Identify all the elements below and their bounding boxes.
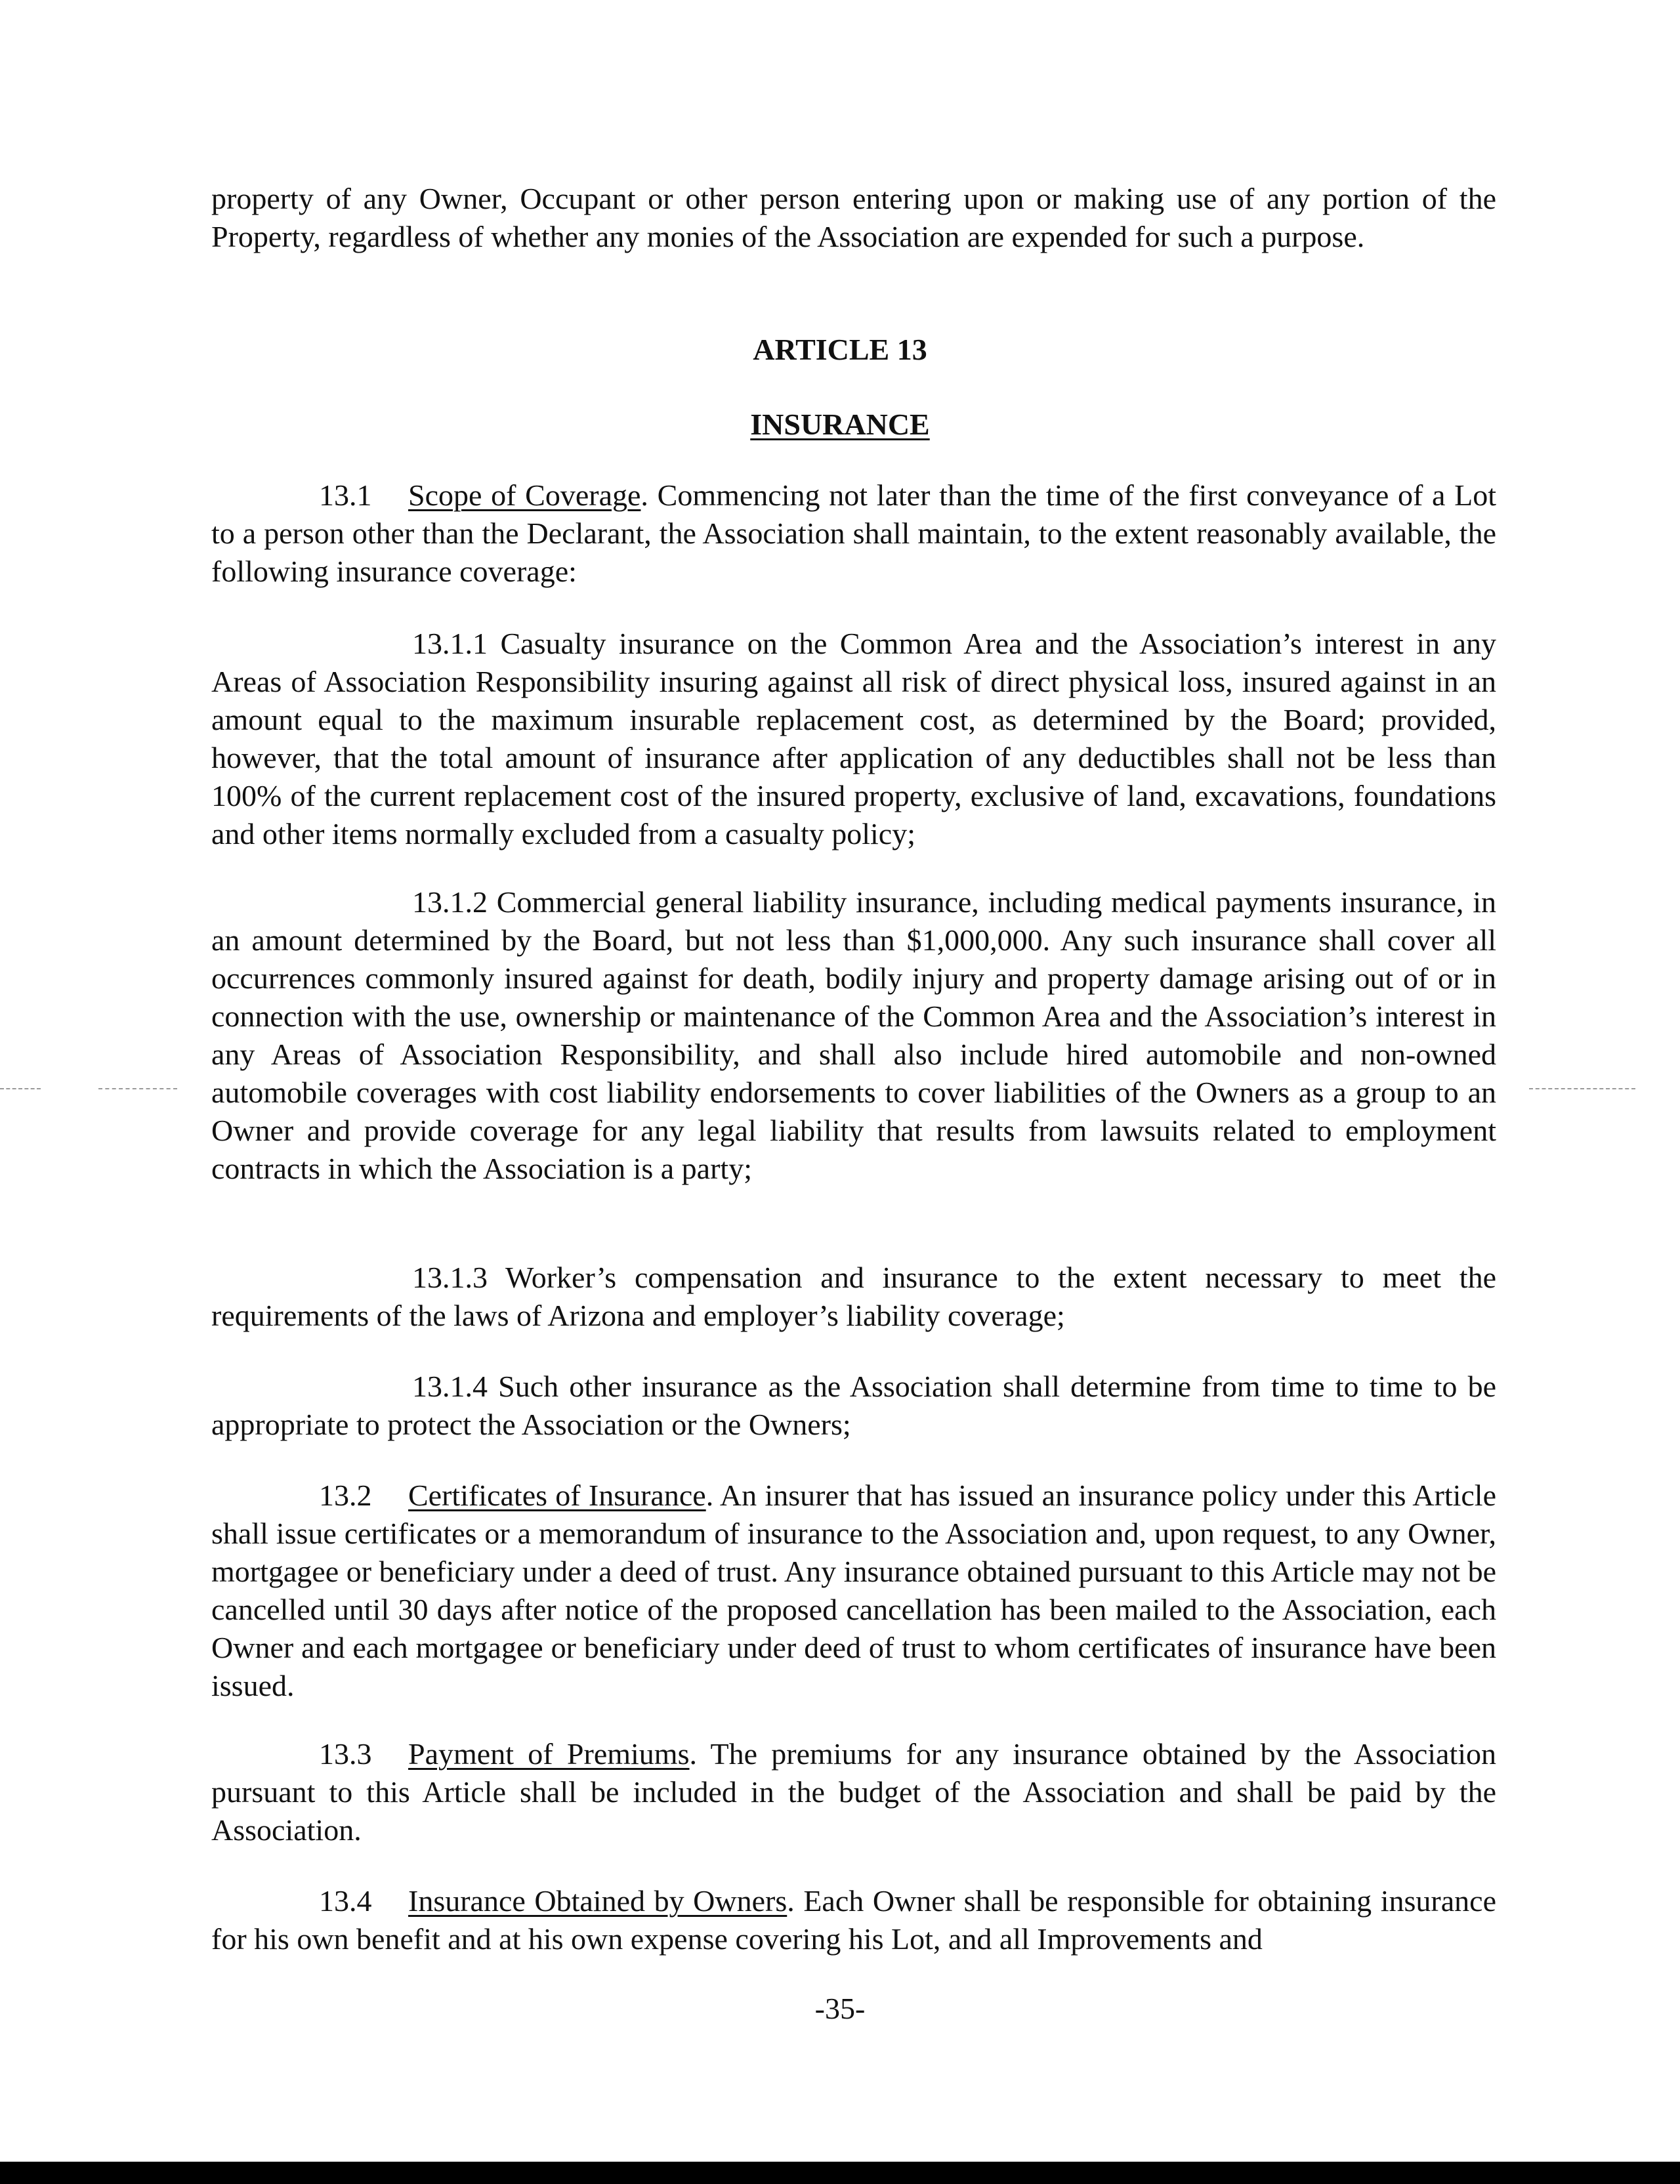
section-13-4-body: . Each Owner shall be responsible for obtaining insurance for his own benefit and at his own expense covering his Lot, and all Improvements and	[211, 1884, 1496, 1956]
section-13-4-paragraph	[211, 1882, 1496, 1958]
scan-artifact-left-1	[0, 1088, 41, 1089]
section-13-3-number: 13.3	[319, 1737, 372, 1771]
section-13-2-paragraph	[211, 1477, 1496, 1705]
section-13-1-1-paragraph: 13.1.1 Casualty insurance on the Common Area and the Association’s interest in any Areas of Association Responsibility insuring against all risk of direct physical loss, insured against in an amount equal to the maximum insurable replacement cost, as determined by the Board; provided, however, that the total amount of insurance after application of any deductibles shall not be less than 100% of the current replacement cost of the insured property, exclusive of land, excavations, foundations and other items normally excluded from a casualty policy;	[211, 627, 1496, 850]
section-13-1-heading: Scope of Coverage	[408, 478, 641, 512]
section-13-1-3-paragraph: 13.1.3 Worker’s compensation and insurance to the extent necessary to meet the requirements of the laws of Arizona and employer’s liability coverage;	[211, 1261, 1496, 1332]
section-13-2-body: . An insurer that has issued an insurance policy under this Article shall issue certificates or a memorandum of insurance to the Association and, upon request, to any Owner, mortgagee or beneficiary under a deed of trust. Any insurance obtained pursuant to this Article may not be cancelled until 30 days after notice of the proposed cancellation has been mailed to the Association, each Owner and each mortgagee or beneficiary under deed of trust to whom certificates of insurance have been issued.	[211, 1479, 1496, 1702]
section-13-1-paragraph	[211, 476, 1496, 591]
section-13-1-number: 13.1	[319, 478, 372, 512]
section-13-2-heading: Certificates of Insurance	[408, 1479, 706, 1512]
article-title-heading: INSURANCE	[750, 408, 930, 441]
section-13-1-2-paragraph: 13.1.2 Commercial general liability insurance, including medical payments insurance, in an amount determined by the Board, but not less than $1,000,000. Any such insurance shall cover all occurrences commonly insured against for death, bodily injury and property damage arising out of or in connection with the use, ownership or maintenance of the Common Area and the Association’s interest in any Areas of Association Responsibility, and shall also include hired automobile and non-owned automobile coverages with cost liability endorsements to cover liabilities of the Owners as a group to an Owner and provide coverage for any legal liability that results from lawsuits related to employment contracts in which the Association is a party;	[211, 885, 1496, 1185]
section-13-1-body: . Commencing not later than the time of the first conveyance of a Lot to a person other than the Declarant, the Association shall maintain, to the extent reasonably available, the following insurance coverage:	[211, 478, 1496, 588]
scan-bottom-border	[0, 2162, 1680, 2184]
article-number-heading: ARTICLE 13	[753, 333, 927, 366]
section-13-4-heading: Insurance Obtained by Owners	[408, 1884, 788, 1918]
intro-paragraph: property of any Owner, Occupant or other person entering upon or making use of any portion of the Property, regardless of whether any monies of the Association are expended for such a purpose.	[211, 182, 1496, 253]
section-13-3-paragraph	[211, 1735, 1496, 1849]
scan-artifact-right	[1529, 1088, 1635, 1089]
page-number: -35-	[814, 1992, 866, 2025]
section-13-3-body: . The premiums for any insurance obtained by the Association pursuant to this Article shall be included in the budget of the Association and shall be paid by the Association.	[211, 1737, 1497, 1847]
section-13-4-number: 13.4	[319, 1884, 372, 1918]
section-13-3-heading: Payment of Premiums	[408, 1737, 690, 1771]
section-13-2-number: 13.2	[319, 1479, 372, 1512]
scan-artifact-left-2	[98, 1088, 177, 1089]
article-title-wrapper	[0, 406, 1680, 444]
section-13-1-4-paragraph: 13.1.4 Such other insurance as the Association shall determine from time to time to be appropriate to protect the Association or the Owners;	[211, 1370, 1496, 1441]
